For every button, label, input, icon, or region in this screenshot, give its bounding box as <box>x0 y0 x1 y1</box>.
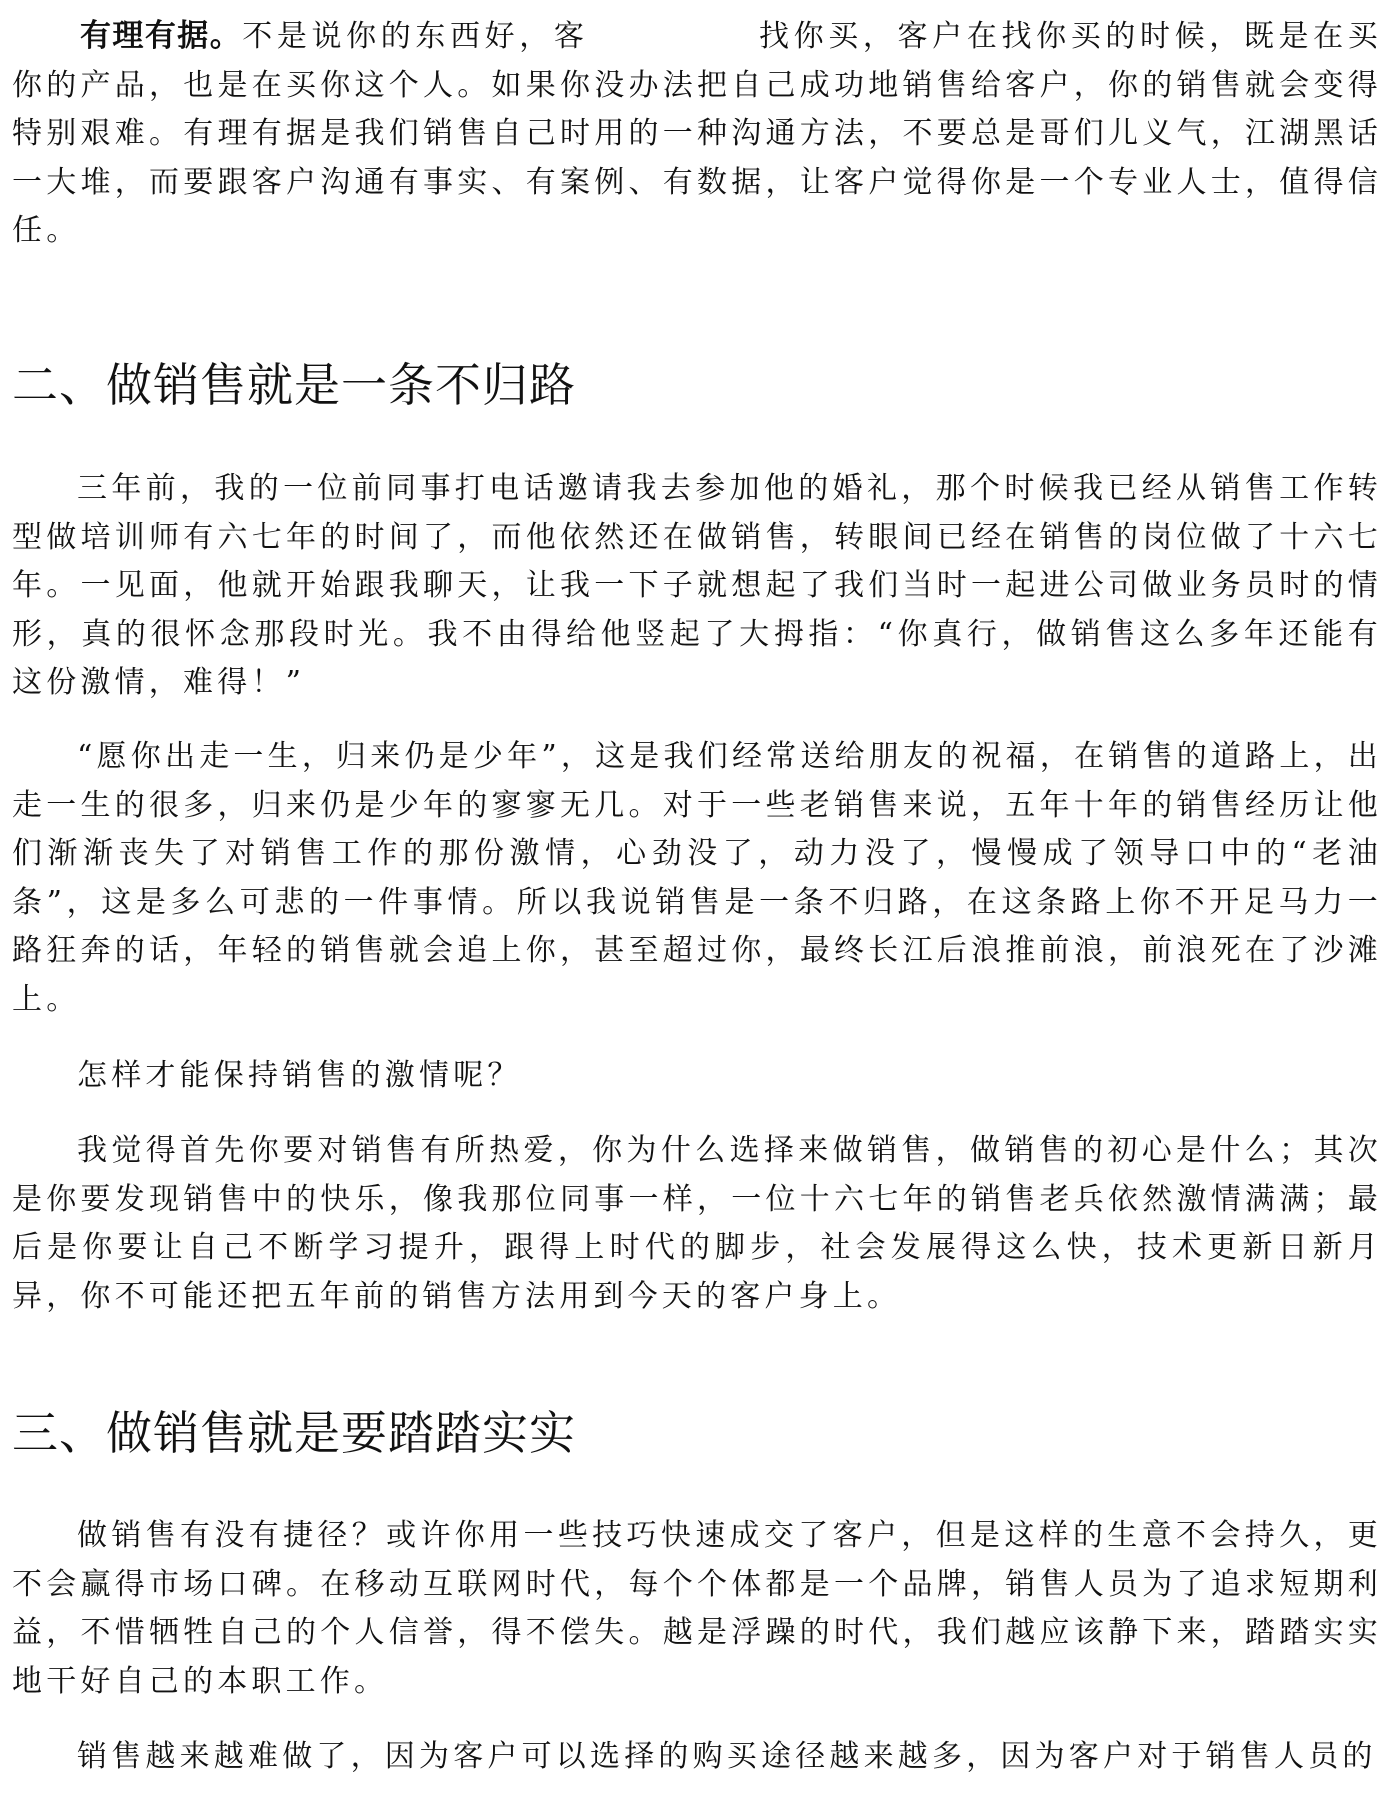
section2-paragraph-2: “愿你出走一生，归来仍是少年”，这是我们经常送给朋友的祝福，在销售的道路上，出走一生的很多，归来仍是少年的寥寥无几。对于一些老销售来说，五年十年的销售经历让他们渐渐丧失了对销售工作的那份激情，心劲没了，动力没了，慢慢成了领导口中的“老油条”，这是多么可悲的一件事情。所以我说销售是一条不归路，在这条路上你不开足马力一路狂奔的话，年轻的销售就会追上你，甚至超过你，最终长江后浪推前浪，前浪死在了沙滩上。 <box>12 739 1382 1017</box>
intro-paragraph <box>12 12 1382 256</box>
section2-paragraph-3: 怎样才能保持销售的激情呢？ <box>77 1058 522 1093</box>
section-heading-3: 三、做销售就是要踏踏实实 <box>12 1406 576 1460</box>
intro-text-after-gap: 找你买，客户在找你买的时候，既是在买你的产品，也是在买你这个人。如果你没办法把自己成功地销售给客户，你的销售就会变得特别艰难。有理有据是我们销售自己时用的一种沟通方法，不要总是哥们儿义气，江湖黑话一大堆，而要跟客户沟通有事实、有案例、有数据，让客户觉得你是一个专业人士，值得信任。 <box>12 19 1383 248</box>
section2-paragraph-1: 三年前，我的一位前同事打电话邀请我去参加他的婚礼，那个时候我已经从销售工作转型做培训师有六七年的时间了，而他依然还在做销售，转眼间已经在销售的岗位做了十六七年。一见面，他就开始跟我聊天，让我一下子就想起了我们当时一起进公司做业务员时的情形，真的很怀念那段时光。我不由得给他竖起了大拇指：“你真行，做销售这么多年还能有这份激情，难得！” <box>12 471 1382 700</box>
section2-paragraph-4: 我觉得首先你要对销售有所热爱，你为什么选择来做销售，做销售的初心是什么；其次是你要发现销售中的快乐，像我那位同事一样，一位十六七年的销售老兵依然激情满满；最后是你要让自己不断学习提升，跟得上时代的脚步，社会发展得这么快，技术更新日新月异，你不可能还把五年前的销售方法用到今天的客户身上。 <box>12 1133 1382 1314</box>
section3-paragraph-1: 做销售有没有捷径？或许你用一些技巧快速成交了客户，但是这样的生意不会持久，更不会赢得市场口碑。在移动互联网时代，每个个体都是一个品牌，销售人员为了追求短期利益，不惜牺牲自己的个人信誉，得不偿失。越是浮躁的时代，我们越应该静下来，踏踏实实地干好自己的本职工作。 <box>12 1518 1382 1699</box>
intro-text-before-gap: 不是说你的东西好，客 <box>242 19 589 54</box>
section3-paragraph-2: 销售越来越难做了，因为客户可以选择的购买途径越来越多，因为客户对于销售人员的 <box>77 1739 1377 1774</box>
section-heading-2: 二、做销售就是一条不归路 <box>12 358 576 412</box>
intro-lead-bold: 有理有据。 <box>80 18 243 54</box>
